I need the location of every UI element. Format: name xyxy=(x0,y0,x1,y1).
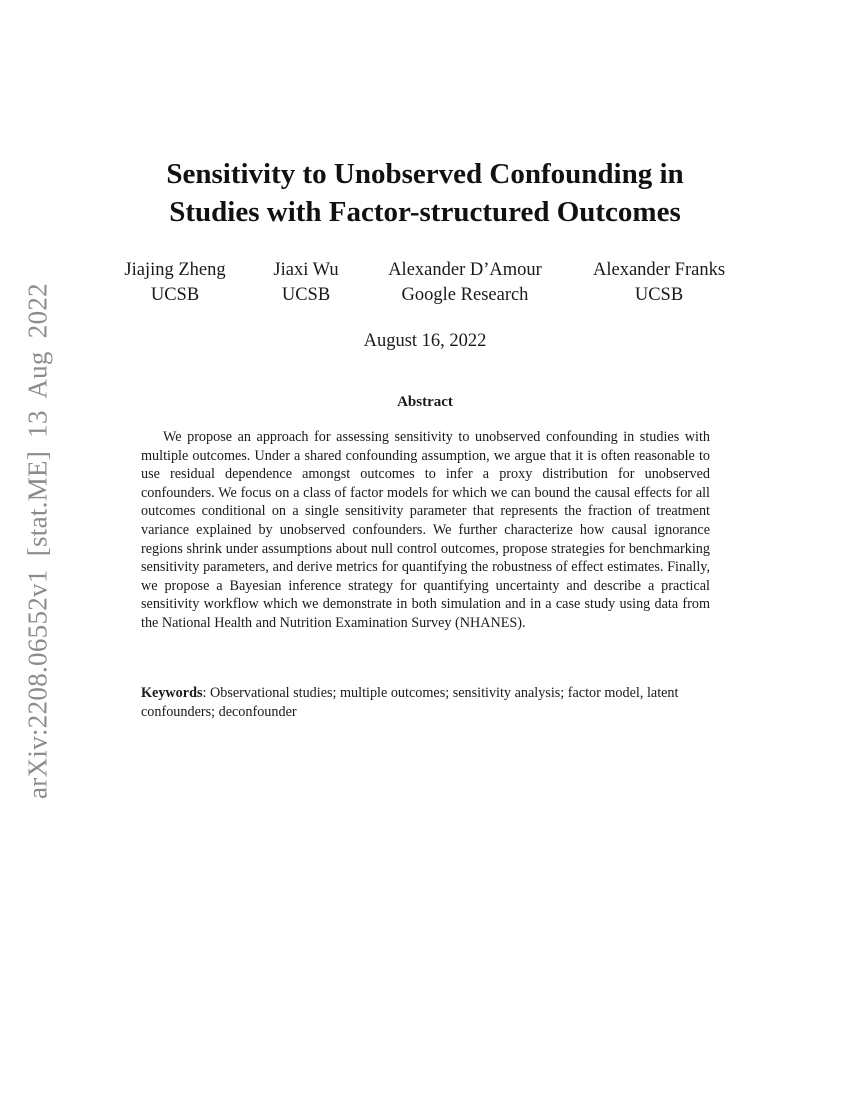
keywords-label: Keywords xyxy=(141,685,203,701)
author-name: Jiaxi Wu xyxy=(273,260,339,280)
author-block xyxy=(388,258,542,308)
author-name: Jiajing Zheng xyxy=(124,260,226,280)
paper-title xyxy=(0,155,850,231)
author-affiliation: UCSB xyxy=(150,285,200,305)
abstract-heading: Abstract xyxy=(397,394,453,410)
author-affiliation: Google Research xyxy=(401,285,529,305)
author-list xyxy=(0,258,850,318)
paper-title-line-1: Sensitivity to Unobserved Confounding in xyxy=(166,158,684,190)
abstract-text: We propose an approach for assessing sensitivity to unobserved confounding in studies with multiple outcomes. Under a shared confounding assumption, we argue that it is often reasonable to use residual dependence amongst outcomes to infer a proxy distribution for unobserved confounders. We focus on a class of factor models for which we can bound the causal effects for all outcomes conditional on a single sensitivity parameter that represents the fraction of treatment variance explained by unobserved confounders. We further characterize how causal ignorance regions shrink under assumptions about null control outcomes, propose strategies for benchmarking sensitivity parameters, and derive metrics for quantifying the robustness of effect estimates. Finally, we propose a Bayesian inference strategy for quantifying uncertainty and describe a practical sensitivity workflow which we demonstrate in both simulation and in a case study using data from the National Health and Nutrition Examination Survey (NHANES). xyxy=(141,429,710,631)
publication-date: August 16, 2022 xyxy=(363,331,487,351)
author-block xyxy=(273,258,338,308)
author-block xyxy=(124,258,225,308)
keywords xyxy=(141,684,716,721)
arxiv-identifier: arXiv:2208.06552v1 [stat.ME] 13 Aug 2022 xyxy=(22,283,53,799)
paper-title-line-2: Studies with Factor-structured Outcomes xyxy=(169,196,681,228)
author-name: Alexander D’Amour xyxy=(388,260,542,280)
author-affiliation: UCSB xyxy=(634,285,684,305)
author-affiliation: UCSB xyxy=(281,285,331,305)
author-name: Alexander Franks xyxy=(592,260,726,280)
author-block xyxy=(593,258,725,308)
keywords-text: : Observational studies; multiple outcomes; sensitivity analysis; factor model, latent confounders; deconfounder xyxy=(141,685,679,720)
